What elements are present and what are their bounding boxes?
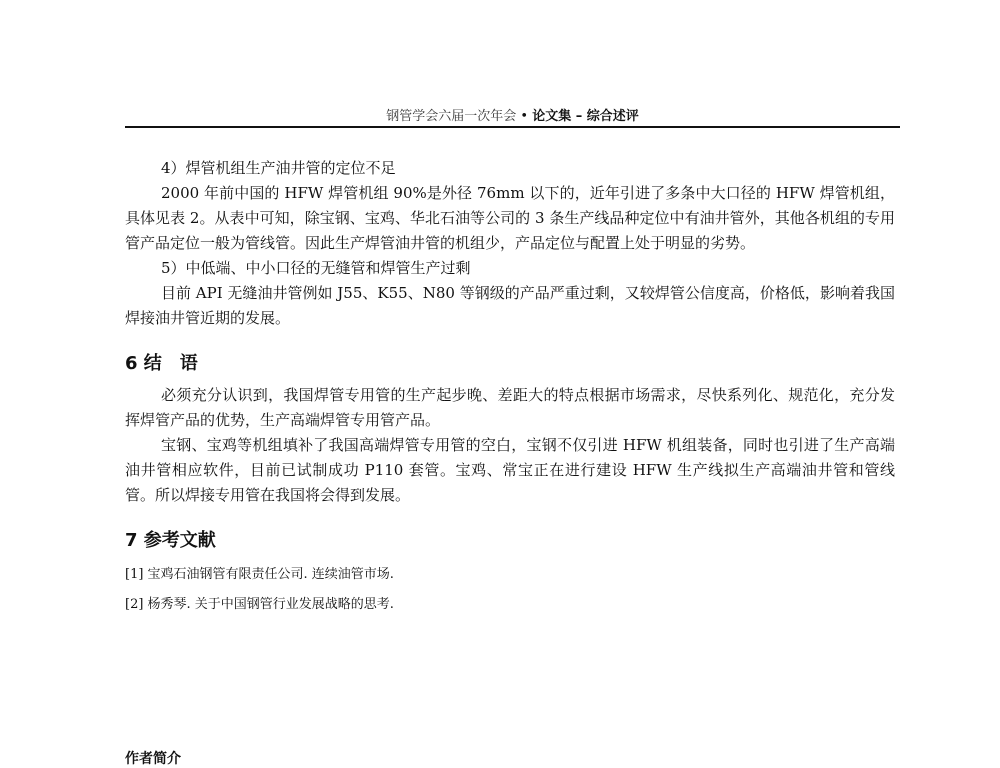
- paragraph-hfw-units: 2000 年前中国的 HFW 焊管机组 90%是外径 76mm 以下的，近年引进了多条中大口径的 HFW 焊管机组，具体见表 2。从表中可知，除宝钢、宝鸡、华北石油等公司的 3 条生产线品种定位中有油井管外，其他各机组的专用管产品定位一般为管线管。因此生产焊管油井管的机组少，产品定位与配置上处于明显的劣势。: [125, 184, 895, 252]
- page-body: [125, 156, 895, 620]
- conclusion-paragraph-2: 宝钢、宝鸡等机组填补了我国高端焊管专用管的空白，宝钢不仅引进 HFW 机组装备，同时也引进了生产高端油井管相应软件，目前已试制成功 P110 套管。宝鸡、常宝正在进行建设 HFW 生产线拟生产高端油井管和管线管。所以焊接专用管在我国将会得到发展。: [125, 436, 895, 504]
- reference-1: [1] 宝鸡石油钢管有限责任公司. 连续油管市场.: [125, 567, 394, 582]
- subheading-4: 4）焊管机组生产油井管的定位不足: [161, 159, 396, 177]
- paragraph-overcapacity: 目前 API 无缝油井管例如 J55、K55、N80 等钢级的产品严重过剩，又较焊管公信度高，价格低，影响着我国焊接油井管近期的发展。: [125, 284, 895, 327]
- author-intro-heading: 作者简介: [125, 751, 181, 767]
- section-7-title: 7 参考文献: [125, 530, 216, 551]
- conclusion-paragraph-1: 必须充分认识到，我国焊管专用管的生产起步晚、差距大的特点根据市场需求，尽快系列化、规范化，充分发挥焊管产品的优势，生产高端焊管专用管产品。: [125, 386, 895, 429]
- header-dot: •: [520, 109, 529, 124]
- header-section: 论文集 – 综合述评: [532, 109, 639, 124]
- running-header: [125, 105, 900, 124]
- subheading-5: 5）中低端、中小口径的无缝管和焊管生产过剩: [161, 259, 471, 277]
- reference-2: [2] 杨秀琴. 关于中国钢管行业发展战略的思考.: [125, 597, 394, 612]
- header-rule: [125, 126, 900, 128]
- section-6-title: 6 结 语: [125, 353, 198, 374]
- header-conference: 钢管学会六届一次年会: [386, 109, 517, 124]
